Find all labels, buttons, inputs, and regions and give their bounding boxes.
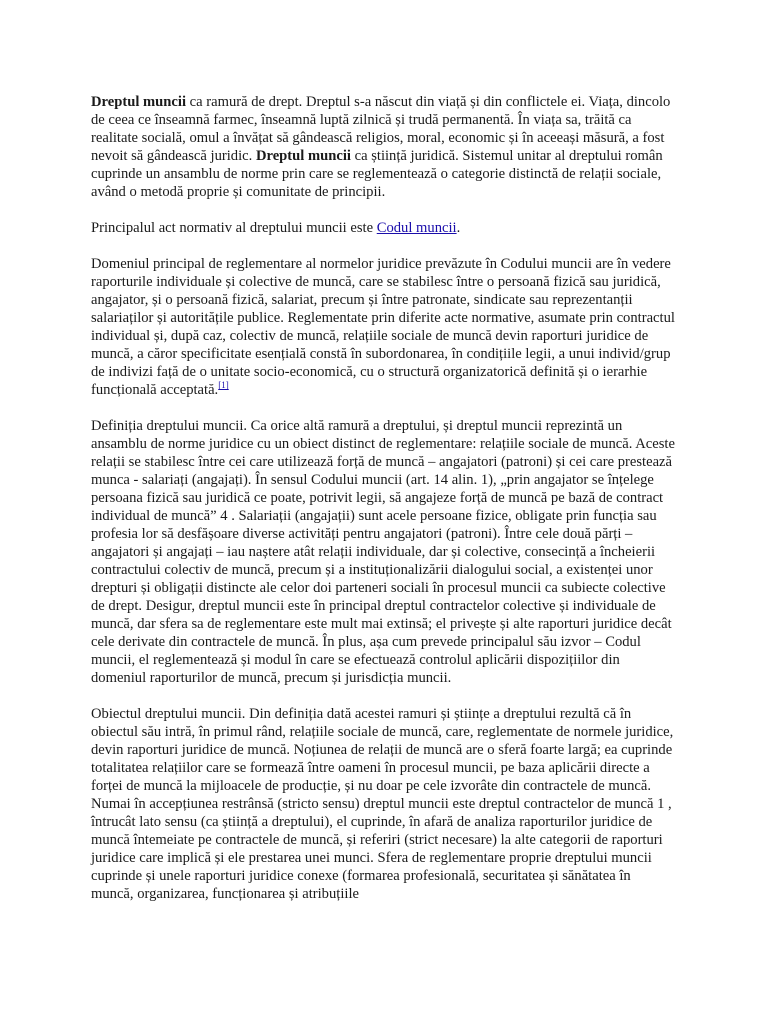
paragraph-definition: Definiția dreptului muncii. Ca orice altă ramură a dreptului, și dreptul muncii reprezintă un ansamblu de norme juridice cu un obiect distinct de reglementare: relațiile sociale de muncă. Aceste relații se stabilesc între cei care utilizează forță de muncă – angajatori (patroni) și cei care prestează munca - salariați (angajați). În sensul Codului muncii (art. 14 alin. 1), „prin angajator se înțelege persoana fizică sau juridică ce poate, potrivit legii, să angajeze forță de muncă pe bază de contract individual de muncă” 4 . Salariații (angajații) sunt acele persoane fizice, obligate prin funcția sau profesia lor să desfășoare diverse activități pentru angajatori (patroni). Între cele două părți – angajatori și angajați – iau naștere atât relații individuale, dar și colective, consecință a încheierii contractului colectiv de muncă, precum și a instituționalizării dialogului social, a existenței unor drepturi și obligații distincte ale celor doi parteneri sociali în procesul muncii ca subiecte colective de drept. Desigur, dreptul muncii este în principal dreptul contractelor colective și individuale de muncă, dar sfera sa de reglementare este mult mai extinsă; el privește și alte raporturi juridice decât cele derivate din contractele de muncă. În plus, așa cum prevede principalul său izvor – Codul muncii, el reglementează și modul în care se efectuează controlul aplicării dispozițiilor din domeniul raporturilor de muncă, precum și jurisdicția muncii. <box>91 418 675 686</box>
paragraph-main-act <box>91 219 676 237</box>
paragraph-intro <box>91 93 676 201</box>
main-act-period: . <box>456 220 461 236</box>
bold-term: Dreptul muncii <box>91 94 187 110</box>
domain-text: Domeniul principal de reglementare al normelor juridice prevăzute în Codului muncii are în vedere raporturile individuale și colective de muncă, care se stabilesc între o persoană fizică sau juridică, angajator, și o persoană fizică, salariat, precum și între patronate, sindicate sau reprezentanții salariaților și autoritățile publice. Reglementate prin diferite acte normative, asumate prin contractul individual și, după caz, colectiv de muncă, relațiile sociale de muncă devin raporturi juridice de muncă, a căror specificitate esențială constă în subordonarea, în condițiile legii, a unui individ/grup de indivizi față de o unitate socio-economică, cu o structură organizatorică definită și o ierarhie funcțională acceptată. <box>91 256 675 398</box>
footnote-1-link[interactable]: [1] <box>218 380 229 390</box>
bold-term: Dreptul muncii <box>255 148 351 164</box>
codul-muncii-link[interactable]: Codul muncii <box>376 220 457 236</box>
intro-text-continued: ca știință juridică. Sistemul unitar al dreptului român cuprinde un ansamblu de norme prin care se reglementează o categorie distinctă de relații sociale, având o metodă proprie și comunitate de principii. <box>91 148 663 200</box>
paragraph-object: Obiectul dreptului muncii. Din definiția dată acestei ramuri și științe a dreptului rezultă că în obiectul său intră, în primul rând, relațiile sociale de muncă, care, reglementate de normele juridice, devin raporturi juridice de muncă. Noțiunea de relații de muncă are o sferă foarte largă; ea cuprinde totalitatea relațiilor care se formează între oameni în procesul muncii, pe baza aplicării directe a forței de muncă la mijloacele de producție, și nu doar pe cele izvorâte din contractele de muncă. Numai în accepțiunea restrânsă (stricto sensu) dreptul muncii este dreptul contractelor de muncă 1 , întrucât lato sensu (ca știință a dreptului), el cuprinde, în afară de analiza raporturilor juridice de muncă întemeiate pe contractele de muncă, și referiri (strict necesare) la alte categorii de raporturi juridice care implică și ele prestarea unei munci. Sfera de reglementare proprie dreptului muncii cuprinde și unele raporturi juridice conexe (formarea profesională, securitatea și sănătatea în muncă, organizarea, funcționarea și atribuțiile <box>91 706 674 902</box>
intro-text: ca ramură de drept. Dreptul s-a născut din viață și din conflictele ei. Viața, dincolo de ceea ce înseamnă farmec, înseamnă luptă zilnică și trudă permanentă. În viața sa, trăită ca realitate socială, omul a învățat să gândească religios, moral, economic și în aceeași măsură, a fost nevoit să gândească juridic. <box>91 94 671 164</box>
main-act-text: Principalul act normativ al dreptului muncii este <box>91 220 377 236</box>
footnote-ref <box>218 380 229 390</box>
paragraph-domain <box>91 255 676 399</box>
